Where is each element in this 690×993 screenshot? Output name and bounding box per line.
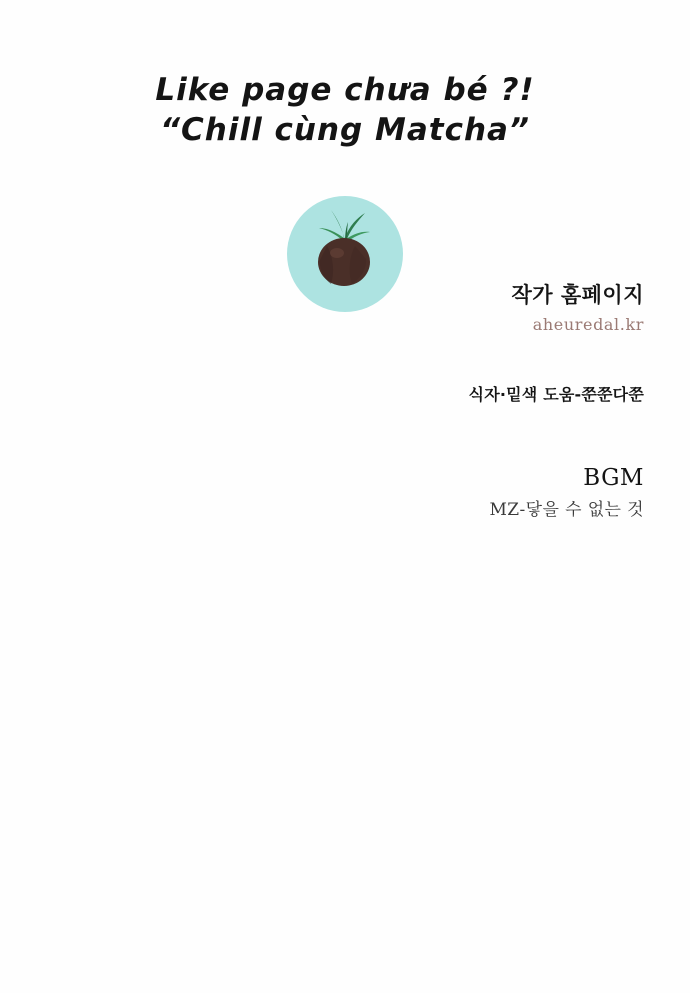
page-title-line-1: Like page chưa bé ?! bbox=[155, 72, 535, 108]
page-title bbox=[0, 72, 690, 150]
homepage-title: 작가 홈페이지 bbox=[511, 283, 644, 307]
page-title-line-2: “Chill cùng Matcha” bbox=[160, 111, 530, 148]
homepage-url[interactable]: aheuredal.kr bbox=[532, 315, 644, 335]
bgm-label: BGM bbox=[583, 465, 644, 492]
bgm-track: MZ-닿을 수 없는 것 bbox=[489, 500, 644, 521]
helper-credit: 식자·밑색 도움-쭌쭌다쭌 bbox=[468, 385, 644, 405]
credits-block bbox=[224, 282, 644, 520]
